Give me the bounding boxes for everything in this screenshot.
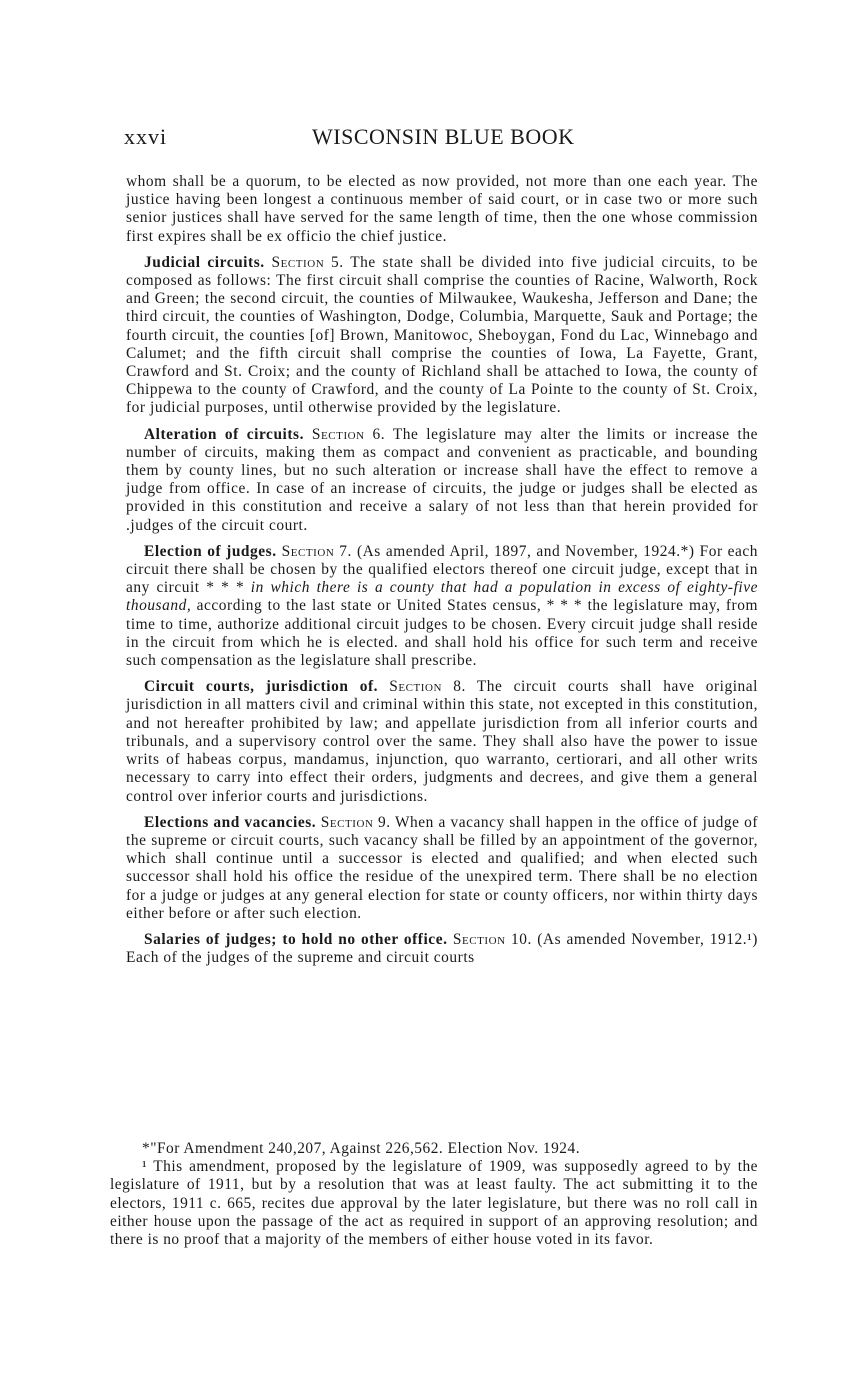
section-number: Section 7.: [281, 542, 352, 560]
omission-stars: * * *: [206, 579, 245, 597]
section-heading: Judicial circuits.: [144, 253, 265, 271]
paragraph-continuation: whom shall be a quorum, to be elected as now provided, not more than one each year. The justice having been longest a continuous member of said court, or in case two or more such senior justices shall have served for the same length of time, then the one whose commission first expires shall be ex officio the chief justice.: [126, 173, 758, 245]
section-heading: Circuit courts, jurisdiction of.: [144, 678, 379, 696]
section-number: Section 5.: [271, 253, 344, 271]
section-text: The legislature may alter the limits or increase the number of circuits, making them as compact and convenient as practicable, and bounding them by county lines, but no such alteration or increase shall have the effect to remove a judge from office. In case of an increase of circuits, the judge or judges shall be elected as provided in this constitution and receive a salary of not less than that herein provided for .judges of the circuit court.: [126, 425, 758, 534]
section-text: (As amended April, 1897, and November, 1924.*) For each circuit there shall be chosen by the qualified electors thereof one circuit judge, except that in any circuit: [126, 542, 758, 597]
paragraph-elections-and-vacancies: [126, 814, 758, 923]
paragraph-circuit-courts-jurisdiction: [126, 678, 758, 805]
body-text: [126, 173, 758, 975]
italic-amendment-text: in which there is a county that had a population in excess of eighty-five thousand,: [126, 579, 758, 615]
section-heading: Salaries of judges; to hold no other office.: [144, 930, 448, 948]
paragraph-judicial-circuits: [126, 254, 758, 418]
section-number: Section 10.: [452, 930, 532, 948]
paragraph-salaries-of-judges: [126, 931, 758, 967]
section-heading: Election of judges.: [144, 542, 277, 560]
running-title: WISCONSIN BLUE BOOK: [312, 124, 575, 149]
section-text: When a vacancy shall happen in the office of judge of the supreme or circuit courts, such vacancy shall be filled by an appointment of the governor, which shall continue until a successor is elected and qualified; and when elected such successor shall hold his office the residue of the unexpired term. There shall be no election for a judge or judges at any general election for state or county officers, nor within thirty days either before or after such election.: [126, 813, 759, 922]
section-number: Section 6.: [311, 425, 386, 443]
omission-stars: * * *: [546, 597, 583, 615]
section-text: (As amended November, 1912.¹) Each of the judges of the supreme and circuit courts: [126, 930, 758, 967]
section-text: according to the last state or United States census,: [196, 597, 542, 615]
section-heading: Alteration of circuits.: [144, 425, 304, 443]
section-number: Section 9.: [320, 813, 391, 831]
section-heading: Elections and vacancies.: [144, 813, 317, 831]
footnote-election-result: *"For Amendment 240,207, Against 226,562. Election Nov. 1924.: [142, 1140, 581, 1157]
page-header: [124, 124, 758, 154]
footnote-amendment-note: ¹ This amendment, proposed by the legislature of 1909, was supposedly agreed to by the legislature of 1911, but by a resolution that was at least faulty. The act submitting it to the electors, 1911 c. 665, recites due approval by the later legislature, but there was no roll call in either house upon the passage of the act as required in support of an approving resolution; and there is no proof that a majority of the members of either house voted in its favor.: [110, 1158, 758, 1249]
footnotes: [110, 1140, 758, 1249]
page-number: xxvi: [124, 124, 168, 149]
section-text: The circuit courts shall have original jurisdiction in all matters civil and criminal within this state, not excepted in this constitution, and not hereafter prohibited by law; and appellate jurisdiction from all inferior courts and tribunals, and a supervisory control over the same. They shall also have the power to issue writs of habeas corpus, mandamus, injunction, quo warranto, certiorari, and all other writs necessary to carry into effect their orders, judgments and decrees, and give them a general control over inferior courts and jurisdictions.: [126, 678, 759, 805]
paragraph-election-of-judges: [126, 543, 758, 670]
section-text: the legislature may, from time to time, authorize additional circuit judges to be chosen. Every circuit judge shall reside in the circuit from which he is elected. and shall hold his office for such term and receive such compensation as the legislature shall prescribe.: [126, 597, 758, 670]
section-text: The state shall be divided into five judicial circuits, to be composed as follows: The first circuit shall comprise the counties of Racine, Walworth, Rock and Green; the second circuit, the counties of Milwaukee, Waukesha, Jefferson and Dane; the third circuit, the counties of Washington, Dodge, Columbia, Marquette, Sauk and Portage; the fourth circuit, the counties [of] Brown, Manitowoc, Sheboygan, Fond du Lac, Winnebago and Calumet; and the fifth circuit shall comprise the counties of Iowa, La Fayette, Grant, Crawford and St. Croix; and the county of Richland shall be attached to Iowa, the county of Chippewa to the county of Crawford, and the county of La Pointe to the county of St. Croix, for judicial purposes, until otherwise provided by the legislature.: [126, 253, 758, 417]
paragraph-alteration-of-circuits: [126, 426, 758, 535]
section-number: Section 8.: [389, 678, 466, 696]
